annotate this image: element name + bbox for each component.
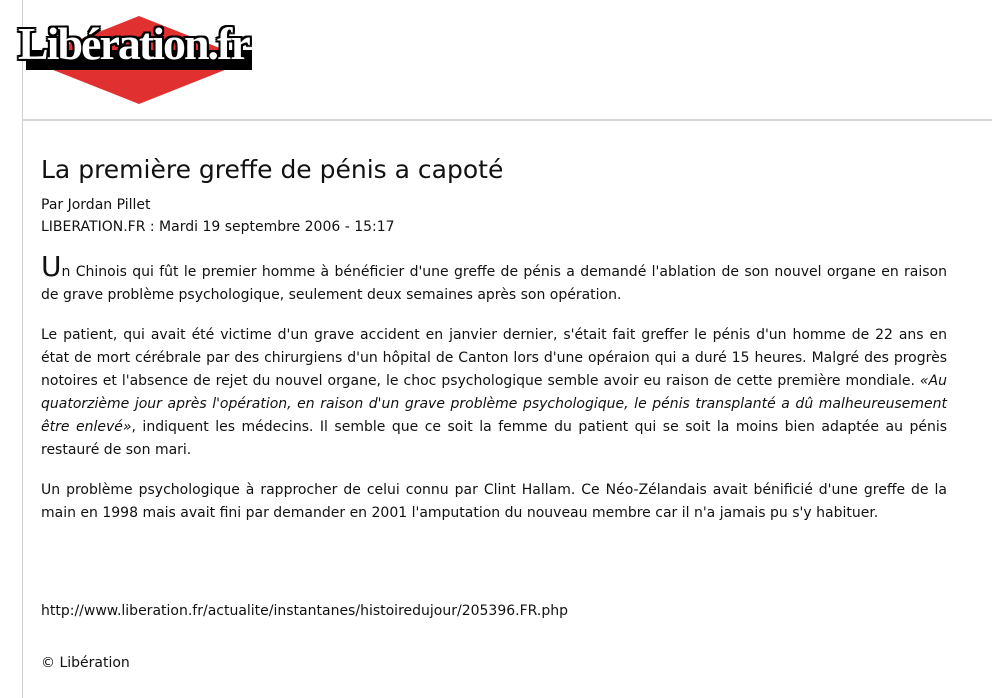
paragraph-2-text-a: Le patient, qui avait été victime d'un grave accident en janvier dernier, s'était fait greffer le pénis d'un homme de 22 ans en état de mort cérébrale par des chirurgiens d'un hôpital de Canton lors d'une opéraion qui a duré 15 heures. Malgré des progrès notoires et l'absence de rejet du nouvel organe, le choc psychologique semble avoir eu raison de cette première mondiale. [41, 327, 947, 389]
paragraph-1 [41, 250, 947, 307]
drop-cap: U [41, 250, 62, 283]
page-header [0, 0, 992, 120]
paragraph-3: Un problème psychologique à rapprocher de celui connu par Clint Hallam. Ce Néo-Zélandais avait bénificié d'une greffe de la main en 1998 mais avait fini par demander en 2001 l'amputation du nouveau membre car il n'a jamais pu s'y habituer. [41, 482, 947, 521]
paragraph-2-text-b: , indiquent les médecins. Il semble que ce soit la femme du patient qui se soit la moins bien adaptée au pénis restauré de son mari. [41, 419, 948, 458]
logo-text: Libération.fr [18, 18, 249, 69]
paragraph-2 [41, 324, 947, 462]
header-divider [22, 119, 992, 121]
article-title: La première greffe de pénis a capoté [41, 155, 504, 184]
article [41, 150, 947, 525]
article-dateline: LIBERATION.FR : Mardi 19 septembre 2006 - 15:17 [41, 219, 395, 235]
paragraph-1-text: n Chinois qui fût le premier homme à bénéficier d'une greffe de pénis a demandé l'ablation de son nouvel organe en raison de grave problème psychologique, seulement deux semaines après son opération. [41, 264, 947, 303]
article-author: Par Jordan Pillet [41, 197, 151, 213]
source-url: http://www.liberation.fr/actualite/instantanes/histoiredujour/205396.FR.php [41, 603, 568, 619]
paragraph-2-quote: «Au quatorzième jour après l'opération, en raison d'un grave problème psychologique, le pénis transplanté a dû malheureusement être enlevé» [41, 373, 947, 435]
copyright-notice: © Libération [41, 655, 130, 671]
